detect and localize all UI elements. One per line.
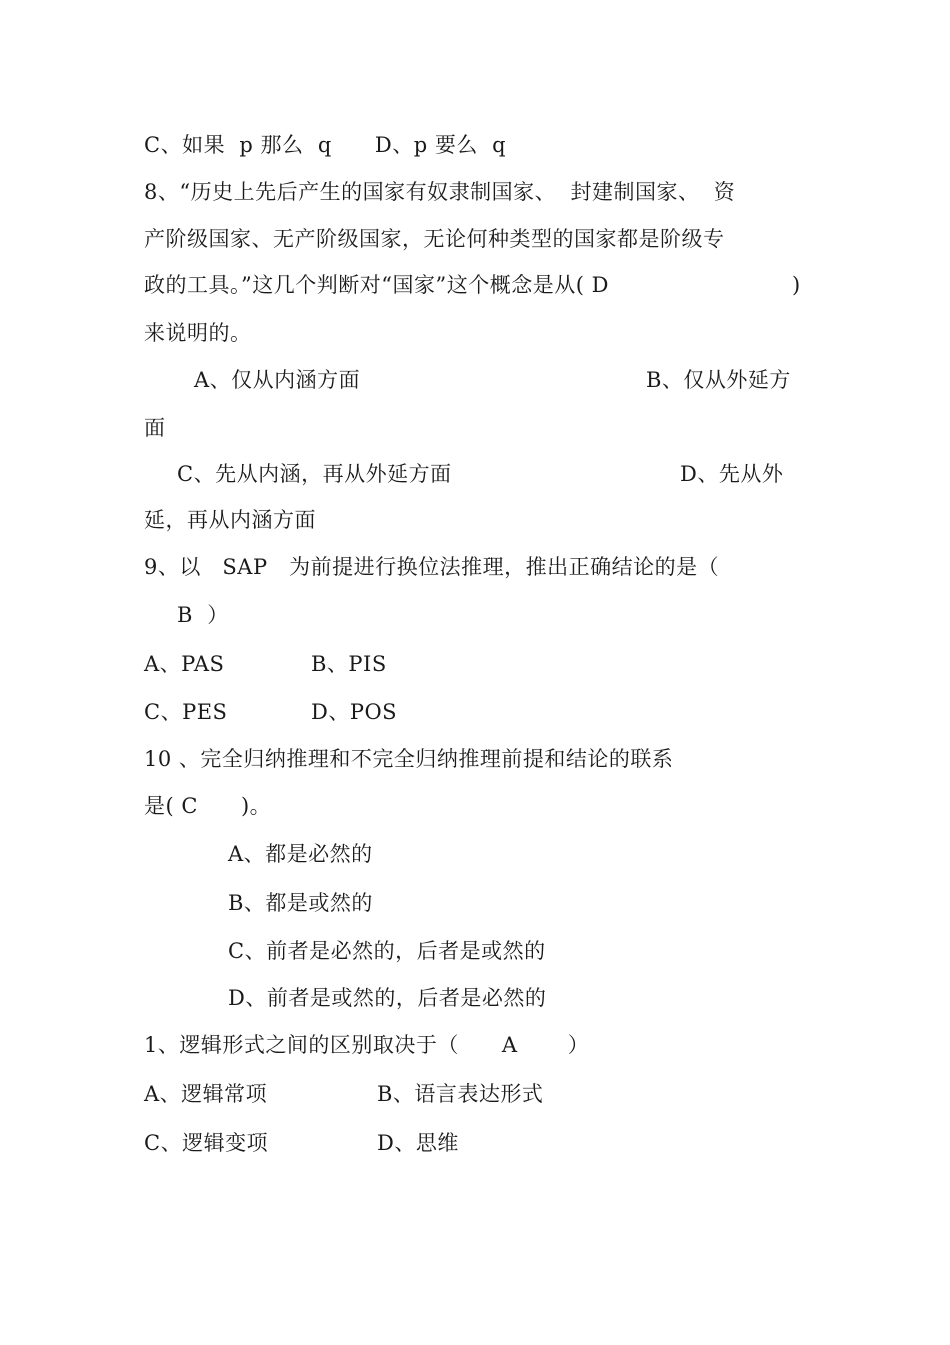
q9-stem: 9、以 SAP 为前提进行换位法推理，推出正确结论的是（ (144, 555, 720, 579)
q9-option-c: C、PES (144, 700, 228, 724)
q10-option-c: C、前者是必然的，后者是或然的 (228, 939, 546, 963)
q8-option-b-cont: 面 (144, 416, 166, 440)
q1-option-b: B、语言表达形式 (377, 1082, 544, 1106)
q9-option-d: D、POS (311, 700, 398, 724)
q8-option-d: D、先从外 (680, 462, 784, 486)
q9-option-b: B、PIS (311, 652, 387, 676)
q8-stem-line-1: 8、“历史上先后产生的国家有奴隶制国家、 封建制国家、 资 (144, 180, 736, 204)
q10-stem-line-1: 10 、完全归纳推理和不完全归纳推理前提和结论的联系 (144, 747, 674, 771)
q1-stem: 1、逻辑形式之间的区别取决于（ A ） (144, 1033, 590, 1057)
q7-options-cd: C、如果 p 那么 q D、p 要么 q (144, 133, 507, 157)
q8-stem-line-3: 政的工具。”这几个判断对“国家”这个概念是从( D (144, 273, 609, 297)
q8-option-d-cont: 延，再从内涵方面 (144, 508, 316, 532)
q8-stem-closing-paren: ) (792, 273, 801, 297)
q1-option-a: A、逻辑常项 (144, 1082, 268, 1106)
q1-option-c: C、逻辑变项 (144, 1131, 269, 1155)
q10-option-b: B、都是或然的 (228, 891, 373, 915)
q8-option-b: B、仅从外延方 (646, 368, 791, 392)
q10-option-a: A、都是必然的 (228, 842, 373, 866)
q8-stem-line-4: 来说明的。 (144, 321, 252, 345)
q10-option-d: D、前者是或然的，后者是必然的 (228, 986, 547, 1010)
q9-answer: B ） (177, 603, 229, 627)
q8-option-a: A、仅从内涵方面 (194, 368, 361, 392)
q1-option-d: D、思维 (377, 1131, 459, 1155)
q9-option-a: A、PAS (144, 652, 225, 676)
q8-option-c: C、先从内涵，再从外延方面 (177, 462, 452, 486)
q8-stem-line-2: 产阶级国家、无产阶级国家，无论何种类型的国家都是阶级专 (144, 227, 725, 251)
q10-stem-line-2: 是( C )。 (144, 794, 272, 818)
